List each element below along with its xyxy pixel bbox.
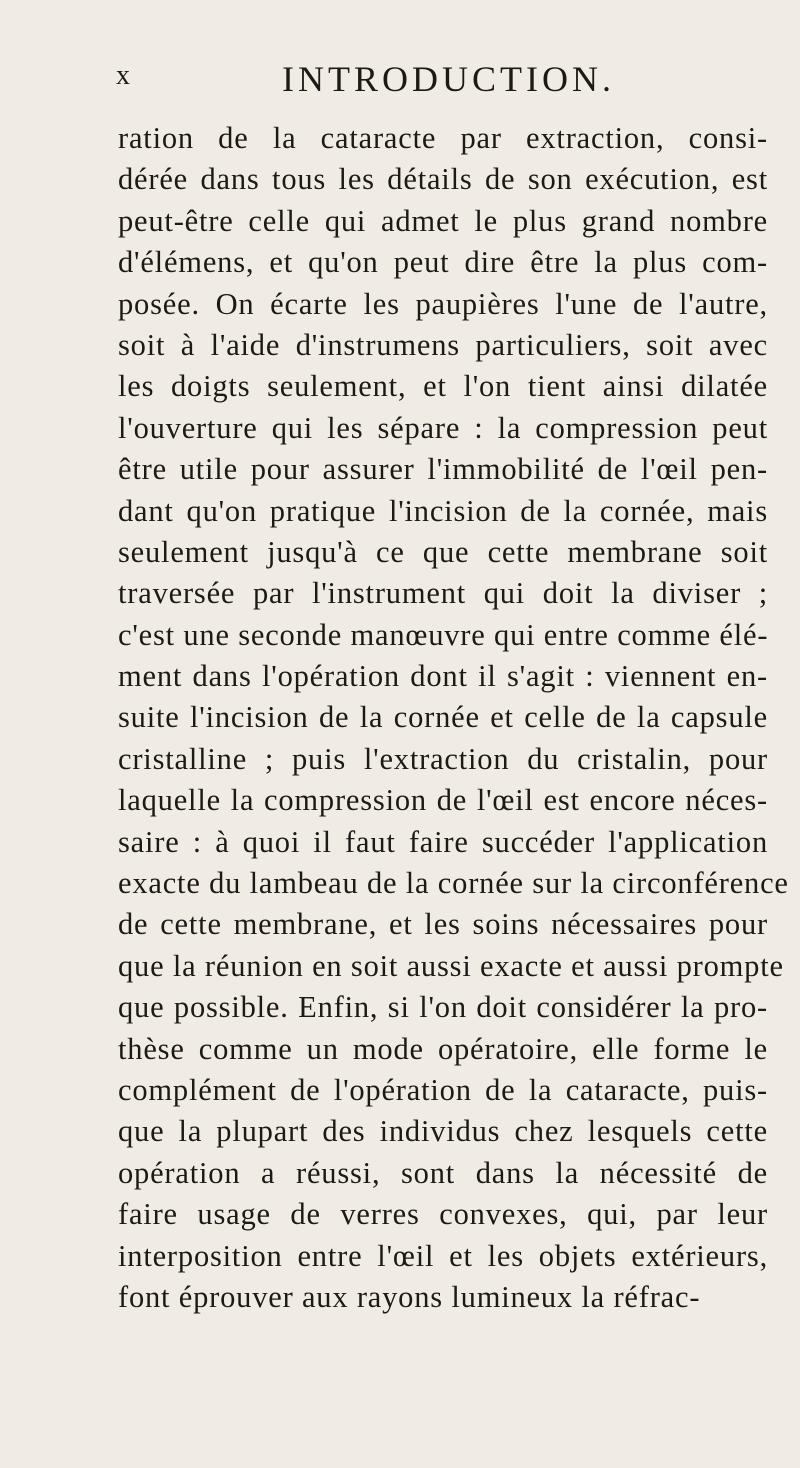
text-line: c'est une seconde manœuvre qui entre comme élé- <box>118 617 769 652</box>
text-line: de cette membrane, et les soins nécessaires pour <box>118 907 768 942</box>
text-line: dérée dans tous les détails de son exécution, est <box>118 162 768 197</box>
text-line: cristalline ; puis l'extraction du cristalin, pour <box>118 741 768 776</box>
text-line: opération a réussi, sont dans la nécessité de <box>118 1155 768 1190</box>
text-line: ration de la cataracte par extraction, consi- <box>118 121 768 155</box>
text-line: suite l'incision de la cornée et celle de la capsule <box>118 700 768 735</box>
body-text <box>118 118 789 1318</box>
text-line: dant qu'on pratique l'incision de la cornée, mais <box>118 493 768 528</box>
text-line: que la plupart des individus chez lesquels cette <box>118 1114 768 1149</box>
page-header <box>116 58 776 106</box>
text-line: interposition entre l'œil et les objets extérieurs, <box>118 1238 768 1273</box>
text-line: thèse comme un mode opératoire, elle forme le <box>118 1031 768 1066</box>
text-line: que possible. Enfin, si l'on doit considérer la pro- <box>118 990 768 1025</box>
text-line: faire usage de verres convexes, qui, par leur <box>118 1197 768 1232</box>
text-line: l'ouverture qui les sépare : la compression peut <box>118 410 768 445</box>
text-line: traversée par l'instrument qui doit la diviser ; <box>118 576 768 611</box>
text-line: saire : à quoi il faut faire succéder l'application <box>118 824 768 859</box>
text-line: les doigts seulement, et l'on tient ainsi dilatée <box>118 369 768 404</box>
text-line: exacte du lambeau de la cornée sur la circonférence <box>118 866 789 901</box>
text-line: posée. On écarte les paupières l'une de l'autre, <box>118 286 768 321</box>
text-line: seulement jusqu'à ce que cette membrane soit <box>118 534 768 569</box>
text-line: que la réunion en soit aussi exacte et aussi prompte <box>118 948 784 983</box>
text-line: être utile pour assurer l'immobilité de l'œil pen- <box>118 452 768 487</box>
text-line: peut-être celle qui admet le plus grand nombre <box>118 203 768 238</box>
text-line: laquelle la compression de l'œil est encore néces- <box>118 783 768 818</box>
text-line: font éprouver aux rayons lumineux la réfrac- <box>118 1279 701 1314</box>
text-line: d'élémens, et qu'on peut dire être la plus com- <box>118 245 768 280</box>
text-line: complément de l'opération de la cataracte, puis- <box>118 1072 768 1107</box>
text-line: ment dans l'opération dont il s'agit : viennent en- <box>118 659 768 694</box>
running-title: INTRODUCTION. <box>282 59 615 99</box>
text-line: soit à l'aide d'instrumens particuliers, soit avec <box>118 327 768 362</box>
page-number: x <box>116 60 131 91</box>
